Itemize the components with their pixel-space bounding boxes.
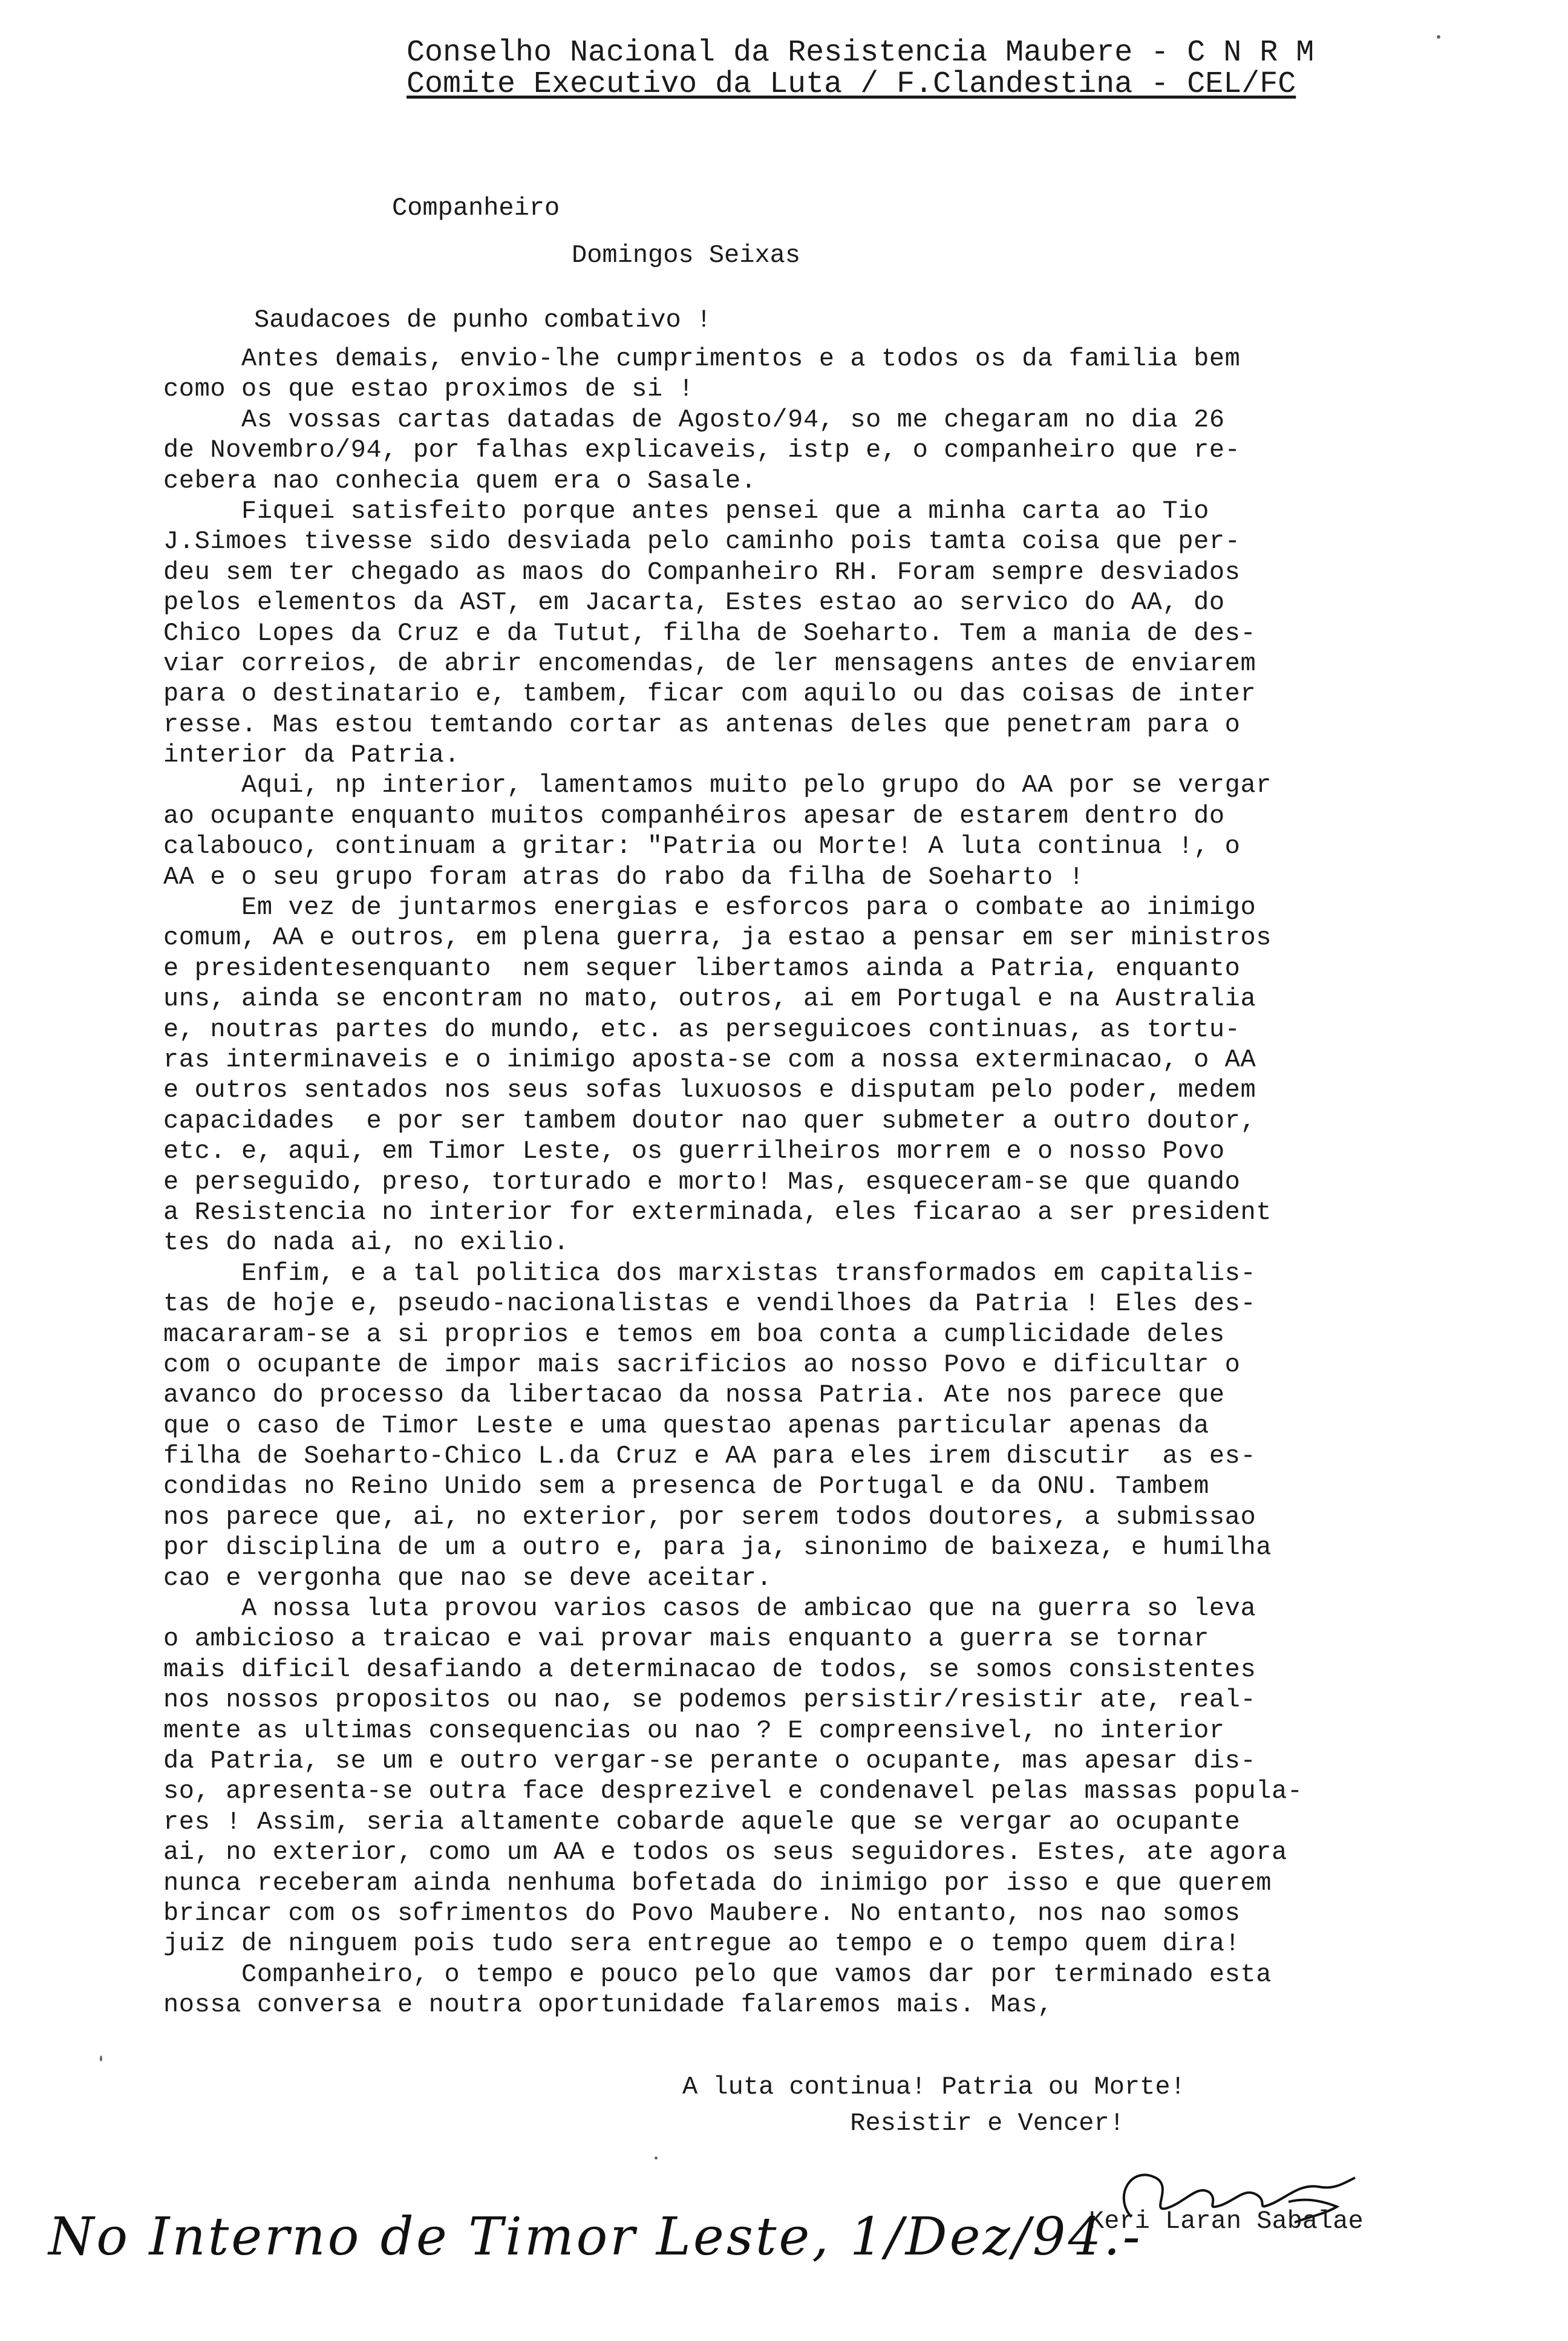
- body-line: res ! Assim, seria altamente cobarde aquele que se vergar ao ocupante: [163, 1807, 1241, 1837]
- body-line: da Patria, se um e outro vergar-se perante o ocupante, mas apesar dis-: [163, 1746, 1256, 1775]
- body-line: nunca receberam ainda nenhuma bofetada do inimigo por isso e que querem: [163, 1868, 1272, 1898]
- body-line: filha de Soeharto-Chico L.da Cruz e AA para eles irem discutir as es-: [163, 1441, 1256, 1471]
- body-line: que o caso de Timor Leste e uma questao apenas particular apenas da: [163, 1411, 1209, 1440]
- body-line: nossa conversa e noutra oportunidade falaremos mais. Mas,: [163, 1990, 1053, 2020]
- greeting: Saudacoes de punho combativo !: [254, 305, 712, 335]
- paper-speck: [1437, 35, 1440, 39]
- body-line: mais dificil desafiando a determinacao de todos, se somos consistentes: [163, 1654, 1256, 1684]
- body-line: nos parece que, ai, no exterior, por serem todos doutores, a submissao: [163, 1502, 1256, 1532]
- body-line: como os que estao proximos de si !: [163, 374, 694, 404]
- body-line: interior da Patria.: [163, 740, 460, 770]
- closing-line-2: Resistir e Vencer!: [682, 2109, 1125, 2138]
- body-line: capacidades e por ser tambem doutor nao quer submeter a outro doutor,: [163, 1106, 1256, 1135]
- body-line: calabouco, continuam a gritar: "Patria ou Morte! A luta continua !, o: [163, 832, 1241, 861]
- body-line: deu sem ter chegado as maos do Companheiro RH. Foram sempre desviados: [163, 557, 1241, 587]
- body-line: avanco do processo da libertacao da nossa Patria. Ate nos parece que: [163, 1380, 1225, 1410]
- addressee-name: Domingos Seixas: [572, 241, 801, 270]
- body-line: ai, no exterior, como um AA e todos os seus seguidores. Estes, ate agora: [163, 1838, 1287, 1867]
- body-line: a Resistencia no interior for exterminada, eles ficarao a ser president: [163, 1197, 1272, 1227]
- handwritten-note: No Interno de Timor Leste, 1/Dez/94.-: [48, 2207, 1143, 2267]
- body-line: Chico Lopes da Cruz e da Tutut, filha de Soeharto. Tem a mania de des-: [163, 618, 1256, 648]
- body-line: para o destinatario e, tambem, ficar com aquilo ou das coisas de inter: [163, 679, 1256, 709]
- body-line: com o ocupante de impor mais sacrificios ao nosso Povo e dificultar o: [163, 1350, 1241, 1379]
- body-line: e perseguido, preso, torturado e morto! Mas, esqueceram-se que quando: [163, 1167, 1241, 1197]
- body-line: e presidentesenquanto nem sequer libertamos ainda a Patria, enquanto: [163, 953, 1241, 983]
- letterhead-line-1: Conselho Nacional da Resistencia Maubere - C N R M: [407, 36, 1315, 70]
- paper-speck: [655, 2157, 658, 2160]
- body-line: Antes demais, envio-lhe cumprimentos e a todos os da familia bem: [163, 344, 1241, 373]
- letterhead: [407, 38, 1314, 100]
- body-line: cao e vergonha que nao se deve aceitar.: [163, 1563, 773, 1593]
- body-line: e outros sentados nos seus sofas luxuosos e disputam pelo poder, medem: [163, 1076, 1256, 1105]
- body-line: etc. e, aqui, em Timor Leste, os guerrilheiros morrem e o nosso Povo: [163, 1137, 1225, 1166]
- handwritten-place-date: [48, 2196, 1143, 2305]
- body-line: Aqui, np interior, lamentamos muito pelo grupo do AA por se vergar: [163, 771, 1272, 800]
- letter-body: [163, 344, 1446, 2020]
- body-line: Enfim, e a tal politica dos marxistas transformados em capitalis-: [163, 1258, 1256, 1288]
- body-line: macararam-se a si proprios e temos em boa conta a cumplicidade deles: [163, 1319, 1225, 1349]
- body-line: ao ocupante enquanto muitos companhéiros apesar de estarem dentro do: [163, 801, 1225, 831]
- body-line: uns, ainda se encontram no mato, outros, ai em Portugal e na Australia: [163, 984, 1256, 1014]
- body-line: resse. Mas estou temtando cortar as antenas deles que penetram para o: [163, 710, 1241, 739]
- body-line: comum, AA e outros, em plena guerra, ja estao a pensar em ser ministros: [163, 923, 1272, 953]
- body-line: As vossas cartas datadas de Agosto/94, so me chegaram no dia 26: [163, 405, 1225, 434]
- body-line: AA e o seu grupo foram atras do rabo da filha de Soeharto !: [163, 862, 1085, 892]
- closing-block: [682, 2069, 1186, 2141]
- body-line: pelos elementos da AST, em Jacarta, Estes estao ao servico do AA, do: [163, 588, 1225, 618]
- body-line: cebera nao conhecia quem era o Sasale.: [163, 466, 757, 495]
- body-line: Companheiro, o tempo e pouco pelo que vamos dar por terminado esta: [163, 1959, 1272, 1989]
- body-line: nos nossos propositos ou nao, se podemos persistir/resistir ate, real-: [163, 1685, 1256, 1715]
- body-line: condidas no Reino Unido sem a presenca de Portugal e da ONU. Tambem: [163, 1472, 1209, 1501]
- body-line: por disciplina de um a outro e, para ja, sinonimo de baixeza, e humilha: [163, 1533, 1272, 1562]
- body-line: Fiquei satisfeito porque antes pensei que a minha carta ao Tio: [163, 496, 1209, 526]
- body-line: ras interminaveis e o inimigo aposta-se com a nossa exterminacao, o AA: [163, 1045, 1256, 1074]
- body-line: mente as ultimas consequencias ou nao ? E compreensivel, no interior: [163, 1716, 1225, 1745]
- body-line: J.Simoes tivesse sido desviada pelo caminho pois tamta coisa que per-: [163, 527, 1241, 557]
- body-line: brincar com os sofrimentos do Povo Maubere. No entanto, nos nao somos: [163, 1898, 1241, 1928]
- body-line: Em vez de juntarmos energias e esforcos para o combate ao inimigo: [163, 893, 1256, 922]
- body-line: o ambicioso a traicao e vai provar mais enquanto a guerra se tornar: [163, 1624, 1209, 1654]
- closing-line-1: A luta continua! Patria ou Morte!: [682, 2072, 1186, 2101]
- paper-speck: [100, 2055, 102, 2062]
- body-line: so, apresenta-se outra face desprezivel e condenavel pelas massas popula-: [163, 1777, 1303, 1806]
- body-line: A nossa luta provou varios casos de ambicao que na guerra so leva: [163, 1594, 1256, 1624]
- salutation: Companheiro: [392, 194, 560, 223]
- body-line: viar correios, de abrir encomendas, de ler mensagens antes de enviarem: [163, 648, 1256, 678]
- letterhead-line-2: Comite Executivo da Luta / F.Clandestina - CEL/FC: [407, 67, 1296, 102]
- signature-block: [1089, 2160, 1464, 2250]
- signature-name: Keri Laran Sabalae: [1089, 2207, 1364, 2236]
- body-line: juiz de ninguem pois tudo sera entregue ao tempo e o tempo quem dira!: [163, 1929, 1241, 1959]
- body-line: tes do nada ai, no exilio.: [163, 1228, 569, 1258]
- body-line: tas de hoje e, pseudo-nacionalistas e vendilhoes da Patria ! Eles des-: [163, 1289, 1256, 1319]
- body-line: e, noutras partes do mundo, etc. as perseguicoes continuas, as tortu-: [163, 1014, 1241, 1044]
- body-line: de Novembro/94, por falhas explicaveis, istp e, o companheiro que re-: [163, 436, 1241, 465]
